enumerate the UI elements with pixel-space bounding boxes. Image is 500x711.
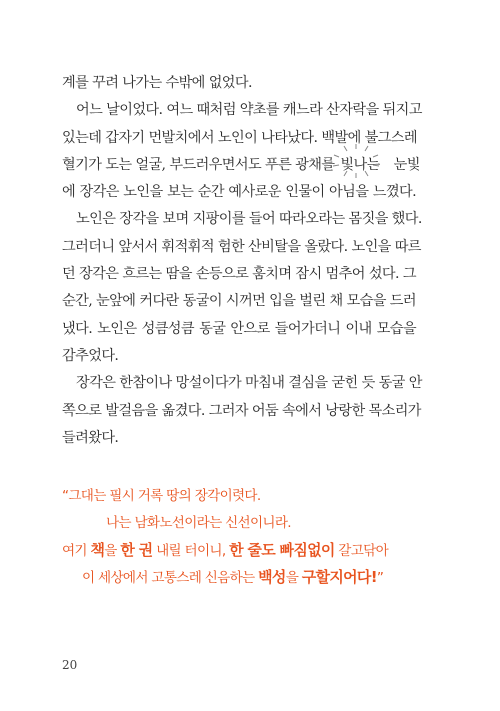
sparkle-word bbox=[338, 152, 381, 179]
highlighted-quote bbox=[62, 483, 442, 591]
line-segment: 눈빛 bbox=[393, 156, 420, 173]
line-segment: 혈기가 도는 얼굴, 부드러우면서도 푸른 광채를 bbox=[62, 156, 335, 173]
paragraph-line: 에 장각은 노인을 보는 순간 예사로운 인물이 아님을 느꼈다. bbox=[62, 184, 416, 201]
paragraph-line: 쪽으로 발걸음을 옮겼다. 그러자 어둠 속에서 낭랑한 목소리가 bbox=[62, 402, 421, 419]
paragraph-line: 냈다. 노인은 성큼성큼 동굴 안으로 들어가더니 이내 모습을 bbox=[62, 320, 416, 337]
paragraph-line: 순간, 눈앞에 커다란 동굴이 시꺼먼 입을 벌린 채 모습을 드러 bbox=[62, 293, 416, 310]
quote-line bbox=[62, 564, 442, 591]
quote-line bbox=[62, 537, 442, 564]
sparkle-burst-icon bbox=[330, 144, 382, 178]
paragraph-line: 그러더니 앞서서 휘적휘적 험한 산비탈을 올랐다. 노인을 따르 bbox=[62, 238, 421, 255]
quote-emphasis: 책 bbox=[90, 541, 105, 559]
quote-segment: ” bbox=[376, 570, 384, 586]
quote-segment: 을 bbox=[104, 543, 121, 559]
paragraph-line: 노인은 장각을 보며 지팡이를 들어 따라오라는 몸짓을 했다. bbox=[76, 211, 422, 228]
paragraph-line: 어느 날이었다. 여느 때처럼 약초를 캐느라 산자락을 뒤지고 bbox=[76, 102, 422, 119]
quote-emphasis: 한 권 bbox=[120, 541, 153, 559]
paragraph-line: 계를 꾸려 나가는 수밖에 없었다. bbox=[62, 75, 252, 91]
paragraph-line: 감추었다. bbox=[62, 347, 119, 364]
quote-segment: 내릴 터이니, bbox=[152, 543, 230, 559]
quote-line: “그대는 필시 거록 땅의 장각이렷다. bbox=[62, 488, 261, 504]
paragraph-line bbox=[62, 152, 420, 179]
quote-segment: 갈고닦아 bbox=[334, 543, 389, 559]
quote-line: 나는 남화노선이라는 신선이니라. bbox=[106, 515, 291, 531]
paragraph-line: 장각은 한참이나 망설이다가 마침내 결심을 굳힌 듯 동굴 안 bbox=[76, 375, 422, 392]
paragraph-line: 들려왔다. bbox=[62, 429, 119, 446]
sparkle-word-text: 빛나는 bbox=[340, 156, 380, 173]
quote-segment: 을 bbox=[285, 570, 302, 586]
quote-emphasis: 한 줄도 빠짐없이 bbox=[229, 541, 335, 559]
quote-emphasis: 구할지어다! bbox=[301, 568, 377, 586]
page-number: 20 bbox=[62, 658, 78, 672]
quote-segment: 이 세상에서 고통스레 신음하는 bbox=[82, 570, 259, 586]
paragraph-line: 던 장각은 흐르는 땀을 손등으로 훔치며 잠시 멈추어 섰다. 그 bbox=[62, 266, 416, 283]
quote-segment: 여기 bbox=[62, 543, 91, 559]
quote-emphasis: 백성 bbox=[258, 568, 286, 586]
body-text bbox=[62, 70, 422, 452]
paragraph-line: 있는데 갑자기 먼발치에서 노인이 나타났다. 백발에 불그스레 bbox=[62, 129, 417, 146]
